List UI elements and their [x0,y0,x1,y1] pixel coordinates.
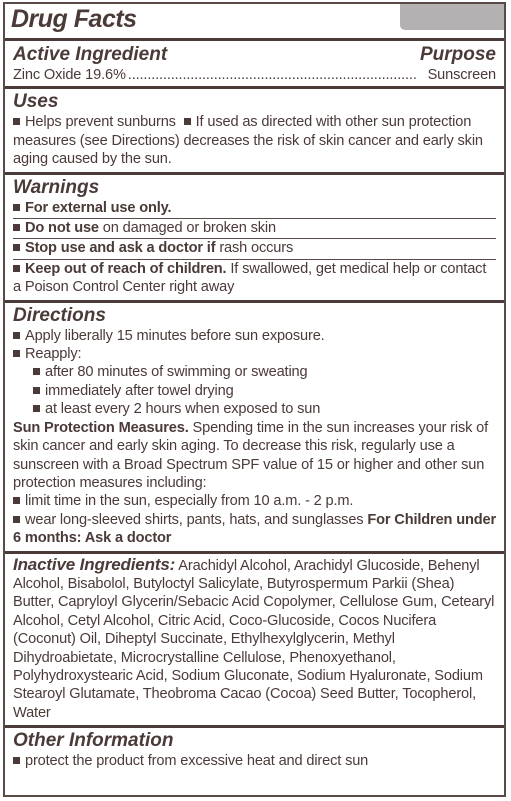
active-heading-row [13,44,496,66]
other-information-item: protect the product from excessive heat and direct sun [13,752,496,770]
bullet-icon [33,368,40,375]
active-ingredient-section [5,41,504,86]
header-gray-block [400,2,506,30]
bullet-icon [13,332,20,339]
sun-protection-measures: Sun Protection Measures. Spending time in the sun increases your risk of skin cancer and early skin aging. To decrease this risk, regularly use a sunscreen with a Broad Spectrum SPF value of 15 or higher and other sun protection measures including: [13,419,489,491]
bullet-icon [13,118,20,125]
bullet-icon [13,757,20,764]
inactive-ingredients-section [5,554,504,726]
inactive-ingredients-heading: Inactive Ingredients: [13,554,176,574]
directions-apply: Apply liberally 15 minutes before sun exposure. [13,327,496,345]
bullet-icon [184,118,191,125]
reapply-item: at least every 2 hours when exposed to sun [13,400,496,418]
warnings-heading: Warnings [13,176,100,198]
bullet-icon [13,497,20,504]
active-ingredient-heading: Active Ingredient [13,44,168,65]
bullet-icon [13,204,20,211]
inactive-ingredients-text [13,556,496,723]
warning-keep-out-row [5,260,504,300]
bullet-icon [33,387,40,394]
active-ingredient-purpose: Sunscreen [427,67,496,83]
purpose-heading: Purpose [419,44,496,65]
bullet-icon [13,516,20,523]
page-title: Drug Facts [11,5,137,33]
warning-external: For external use only. [13,199,496,217]
directions-limit: limit time in the sun, especially from 10 a.m. - 2 p.m. [13,492,496,510]
bullet-icon [33,405,40,412]
warning-stop-use-row [5,239,504,257]
active-ingredient-row [13,66,496,86]
uses-item-1: Helps prevent sunburns [25,114,176,131]
reapply-item: after 80 minutes of swimming or sweating [13,363,496,381]
reapply-item: immediately after towel drying [13,382,496,400]
warning-stop-use: Stop use and ask a doctor if rash occurs [13,239,496,257]
directions-heading: Directions [13,304,106,326]
bullet-icon [13,244,20,251]
other-information-heading: Other Information [13,730,174,752]
bullet-icon [13,224,20,231]
directions-wear: wear long-sleeved shirts, pants, hats, and sunglasses For Children under 6 months: Ask a doctor [13,511,496,547]
uses-text [13,113,496,168]
leader-dots: .......................................................................... [127,67,417,83]
uses-heading: Uses [13,91,59,113]
drug-facts-panel [3,2,506,797]
title-row [5,4,504,41]
inactive-ingredients-list: Arachidyl Alcohol, Arachidyl Glucoside, Behenyl Alcohol, Bisabolol, Butyloctyl Salicylate, Butyrospermum Parkii (Shea) Butter, Capryloyl Glycerin/Sebacic Acid Copolymer, Cellulose Gum, Cetearyl Alcohol, Cetyl Alcohol, Citric Acid, Coco-Glucoside, Cocos Nucifera (Coconut) Oil, Diheptyl Succinate, Ethylhexylglycerin, Methyl Dihydroabietate, Microcrystalline Cellulose, Phenoxyethanol, Polyhydroxystearic Acid, Sodium Gluconate, Sodium Hyaluronate, Sodium Stearoyl Glutamate, Theobroma Cacao (Cocoa) Seed Butter, Tocopherol, Water [13,557,495,721]
warning-keep-out: Keep out of reach of children. If swallowed, get medical help or contact a Poison Control Center right away [13,260,487,296]
uses-item-2: If used as directed with other sun protection measures (see Directions) decreases the risk of skin cancer and early skin aging caused by the sun. [13,114,483,168]
directions-section [5,303,504,551]
warnings-section [5,175,504,217]
directions-reapply: Reapply: [13,345,496,363]
active-ingredient-name: Zinc Oxide 19.6% [13,67,126,83]
warning-do-not-use-row [5,219,504,237]
uses-section [5,89,504,171]
bullet-icon [13,350,20,357]
warning-do-not-use: Do not use on damaged or broken skin [13,219,496,237]
bullet-icon [13,265,20,272]
other-information-section [5,728,504,770]
